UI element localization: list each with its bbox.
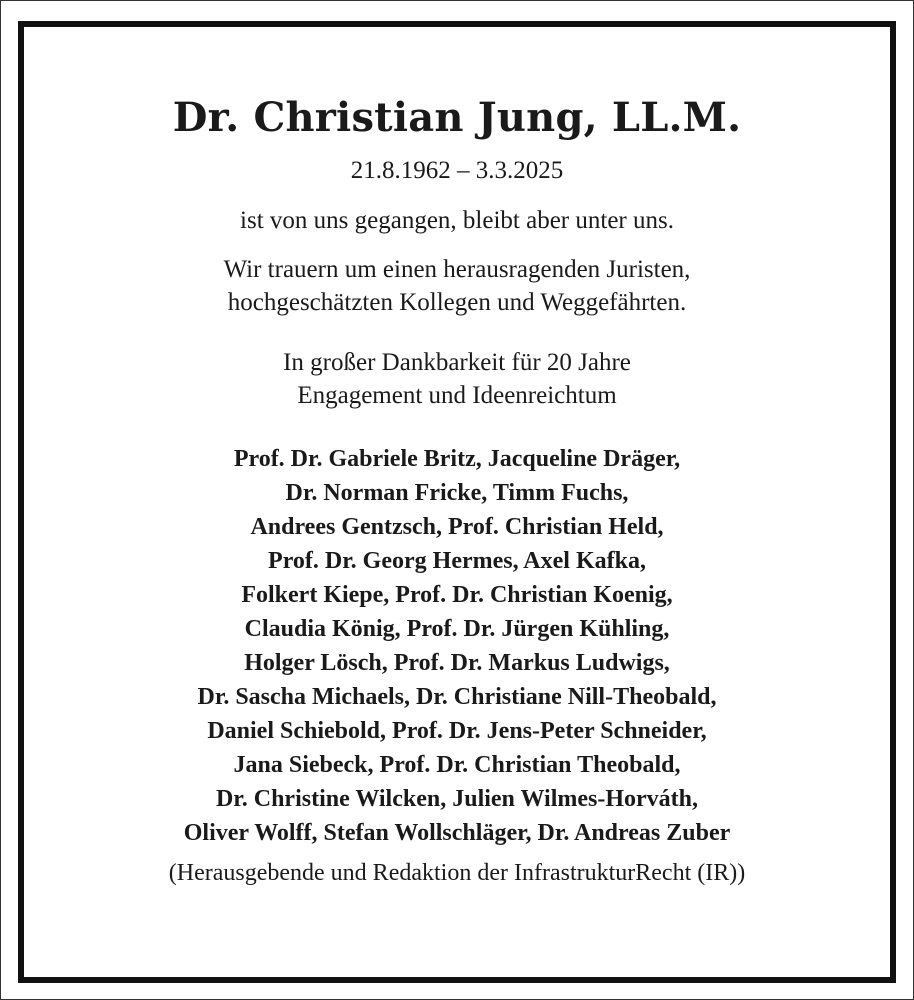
signatory-line: Dr. Norman Fricke, Timm Fuchs, — [285, 480, 629, 506]
signatories — [24, 442, 890, 850]
mourning-line: hochgeschätzten Kollegen und Weggefährten. — [227, 289, 687, 316]
life-dates: 21.8.1962 – 3.3.2025 — [350, 157, 564, 184]
signatory-line: Dr. Christine Wilcken, Julien Wilmes-Horváth, — [215, 786, 699, 812]
signatory-line: Oliver Wolff, Stefan Wollschläger, Dr. Andreas Zuber — [183, 820, 731, 846]
deceased-name: Dr. Christian Jung, LL.M. — [172, 94, 742, 141]
signatory-line: Prof. Dr. Georg Hermes, Axel Kafka, — [268, 548, 646, 574]
publisher-credit: (Herausgebende und Redaktion der InfrastrukturRecht (IR)) — [168, 860, 746, 886]
signatory-line: Folkert Kiepe, Prof. Dr. Christian Koenig, — [241, 582, 673, 608]
signatory-line: Andrees Gentzsch, Prof. Christian Held, — [250, 514, 664, 540]
signatory-line: Prof. Dr. Gabriele Britz, Jacqueline Dräger, — [233, 446, 681, 472]
signatory-line: Holger Lösch, Prof. Dr. Markus Ludwigs, — [244, 650, 670, 676]
gratitude-line: Engagement und Ideenreichtum — [297, 382, 617, 409]
obituary-notice — [24, 24, 890, 912]
intro-text: ist von uns gegangen, bleibt aber unter uns. — [240, 207, 674, 234]
signatory-line: Claudia König, Prof. Dr. Jürgen Kühling, — [244, 616, 670, 642]
gratitude-text — [24, 346, 890, 412]
signatory-line: Daniel Schiebold, Prof. Dr. Jens-Peter Schneider, — [207, 718, 707, 744]
signatory-line: Jana Siebeck, Prof. Dr. Christian Theobald, — [233, 752, 681, 778]
signatory-line: Dr. Sascha Michaels, Dr. Christiane Nill-Theobald, — [197, 684, 717, 710]
mourning-text — [24, 253, 890, 319]
mourning-line: Wir trauern um einen herausragenden Juristen, — [223, 256, 691, 283]
gratitude-line: In großer Dankbarkeit für 20 Jahre — [283, 349, 631, 376]
